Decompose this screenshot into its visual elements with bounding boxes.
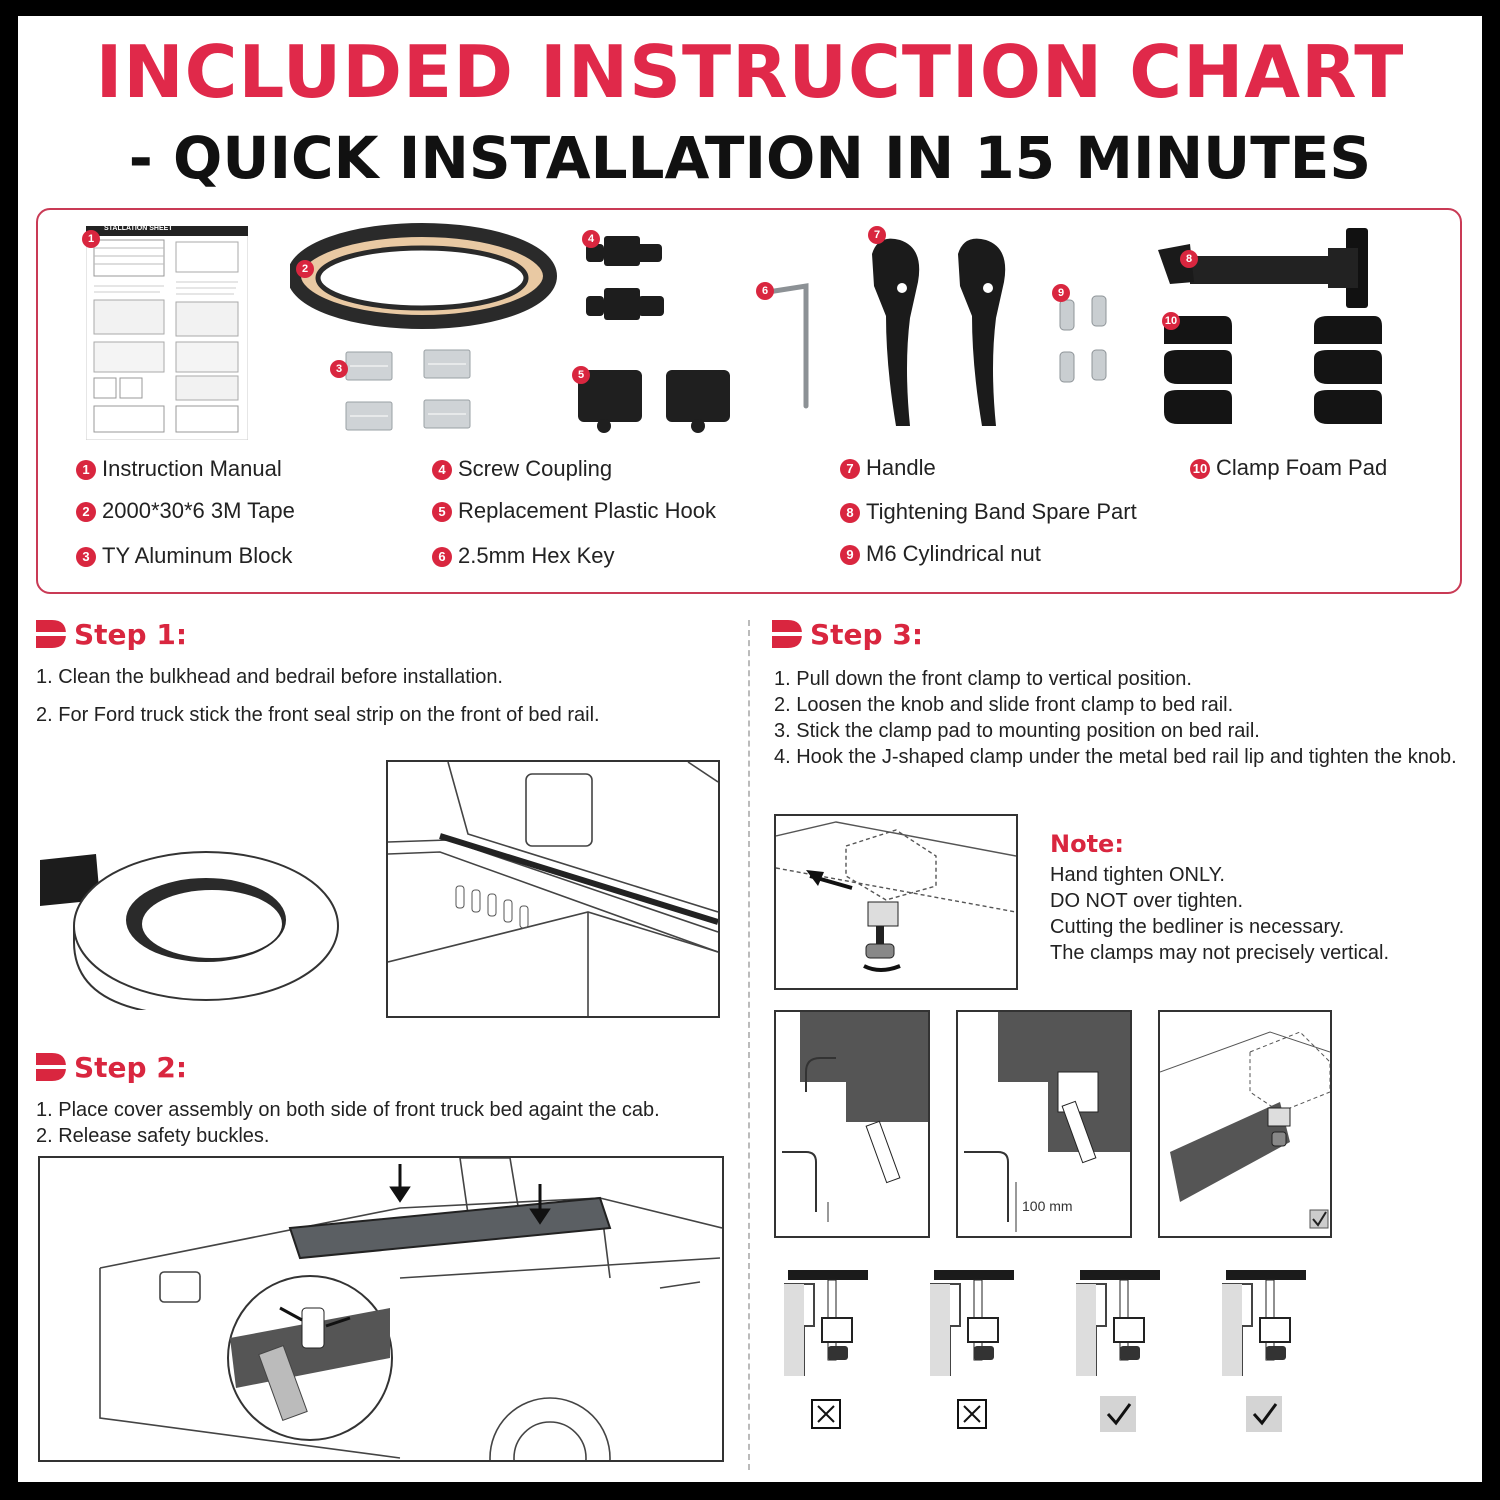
bedliner-cut-step-a <box>774 1010 930 1238</box>
badge-10: 10 <box>1162 312 1180 330</box>
step2-line-1: 1. Place cover assembly on both side of front truck bed againt the cab. <box>36 1099 660 1121</box>
part-label-5: 5 Replacement Plastic Hook <box>432 498 716 524</box>
check-mark-icon <box>1246 1396 1282 1432</box>
clamp-diagram-3 <box>1076 1270 1160 1376</box>
parts-list-box <box>36 208 1462 594</box>
badge-2: 2 <box>296 260 314 278</box>
screw-coupling-image <box>576 230 676 332</box>
column-divider <box>748 620 750 1470</box>
step1-line-1: 1. Clean the bulkhead and bedrail before installation. <box>36 666 503 688</box>
badge-7: 7 <box>868 226 886 244</box>
page-subtitle: - QUICK INSTALLATION IN 15 MINUTES <box>128 124 1372 192</box>
truck-bed-rail-illustration <box>386 760 720 1018</box>
step2-line-2: 2. Release safety buckles. <box>36 1125 270 1147</box>
clamp-diagram-2 <box>930 1270 1014 1376</box>
note-line-3: Cutting the bedliner is necessary. <box>1050 916 1345 938</box>
step3-line-4: 4. Hook the J-shaped clamp under the metal bed rail lip and tighten the knob. <box>774 746 1457 768</box>
part-label-6: 6 2.5mm Hex Key <box>432 543 615 569</box>
cross-mark-icon <box>958 1400 986 1428</box>
note-heading: Note: <box>1050 830 1124 858</box>
handle-image <box>866 226 1034 436</box>
clamp-position-row <box>774 1266 1474 1466</box>
step2-heading: Step 2: <box>36 1051 187 1084</box>
note-line-1: Hand tighten ONLY. <box>1050 864 1225 886</box>
part-label-7: 7 Handle <box>840 455 936 481</box>
step1-heading: Step 1: <box>36 618 187 651</box>
truck-cover-illustration <box>38 1156 724 1462</box>
part-label-3: 3 TY Aluminum Block <box>76 543 292 569</box>
cylindrical-nut-image <box>1048 286 1124 396</box>
part-label-8: 8 Tightening Band Spare Part <box>840 499 1137 525</box>
tape-roll-image <box>290 222 560 334</box>
note-line-2: DO NOT over tighten. <box>1050 890 1244 912</box>
step-flag-icon <box>36 1053 66 1081</box>
badge-6: 6 <box>756 282 774 300</box>
note-line-4: The clamps may not precisely vertical. <box>1050 942 1390 964</box>
badge-3: 3 <box>330 360 348 378</box>
instruction-chart-page <box>18 16 1482 1482</box>
page-title: INCLUDED INSTRUCTION CHART <box>95 30 1405 114</box>
measurement-label: 100 mm <box>1022 1198 1073 1214</box>
manual-sheet-image <box>86 226 248 440</box>
step-flag-icon <box>772 620 802 648</box>
seal-strip-illustration <box>36 830 346 1010</box>
clamp-diagram-1 <box>784 1270 868 1376</box>
cross-mark-icon <box>812 1400 840 1428</box>
part-label-2: 2 2000*30*6 3M Tape <box>76 498 295 524</box>
clamp-mounted-illustration <box>1158 1010 1332 1238</box>
bedliner-cut-step-b <box>956 1010 1132 1238</box>
clamp-slide-illustration <box>774 814 1018 990</box>
step3-heading: Step 3: <box>772 618 923 651</box>
badge-8: 8 <box>1180 250 1198 268</box>
clamp-foam-pad-image <box>1158 312 1398 436</box>
part-label-1: 1 Instruction Manual <box>76 456 282 482</box>
check-mark-icon <box>1100 1396 1136 1432</box>
clamp-diagram-4 <box>1222 1270 1306 1376</box>
step-flag-icon <box>36 620 66 648</box>
manual-sheet-heading: STALLATION SHEET <box>104 225 173 232</box>
plastic-hook-image <box>570 362 750 444</box>
step3-line-1: 1. Pull down the front clamp to vertical position. <box>774 668 1192 690</box>
badge-4: 4 <box>582 230 600 248</box>
tightening-band-image <box>1150 222 1392 314</box>
part-label-10: 10 Clamp Foam Pad <box>1190 455 1387 481</box>
step3-line-2: 2. Loosen the knob and slide front clamp to bed rail. <box>774 694 1234 716</box>
step1-line-2: 2. For Ford truck stick the front seal strip on the front of bed rail. <box>36 704 600 726</box>
part-label-4: 4 Screw Coupling <box>432 456 612 482</box>
badge-1: 1 <box>82 230 100 248</box>
aluminum-blocks-image <box>336 346 496 446</box>
part-label-9: 9 M6 Cylindrical nut <box>840 541 1041 567</box>
badge-5: 5 <box>572 366 590 384</box>
hex-key-image <box>758 282 818 414</box>
badge-9: 9 <box>1052 284 1070 302</box>
step3-line-3: 3. Stick the clamp pad to mounting position on bed rail. <box>774 720 1260 742</box>
